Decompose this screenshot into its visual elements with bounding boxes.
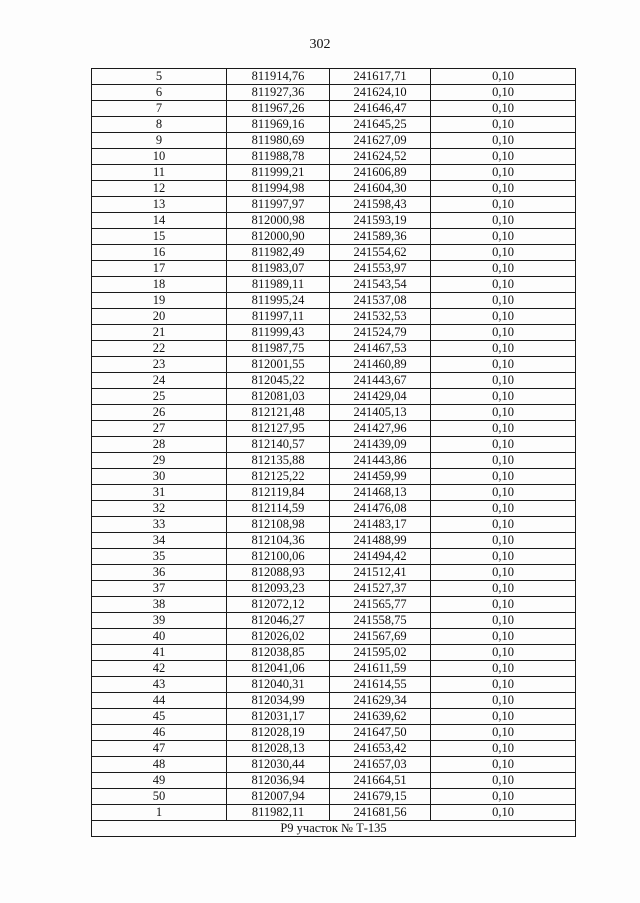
x-coordinate-cell: 812100,06 bbox=[227, 549, 330, 565]
point-number-cell: 50 bbox=[92, 789, 227, 805]
accuracy-cell: 0,10 bbox=[431, 101, 576, 117]
y-coordinate-cell: 241645,25 bbox=[330, 117, 431, 133]
y-coordinate-cell: 241537,08 bbox=[330, 293, 431, 309]
y-coordinate-cell: 241589,36 bbox=[330, 229, 431, 245]
point-number-cell: 34 bbox=[92, 533, 227, 549]
point-number-cell: 36 bbox=[92, 565, 227, 581]
table-row bbox=[92, 117, 576, 133]
x-coordinate-cell: 811914,76 bbox=[227, 69, 330, 85]
x-coordinate-cell: 812046,27 bbox=[227, 613, 330, 629]
accuracy-cell: 0,10 bbox=[431, 437, 576, 453]
x-coordinate-cell: 812007,94 bbox=[227, 789, 330, 805]
x-coordinate-cell: 812026,02 bbox=[227, 629, 330, 645]
x-coordinate-cell: 811967,26 bbox=[227, 101, 330, 117]
y-coordinate-cell: 241646,47 bbox=[330, 101, 431, 117]
x-coordinate-cell: 811983,07 bbox=[227, 261, 330, 277]
point-number-cell: 14 bbox=[92, 213, 227, 229]
accuracy-cell: 0,10 bbox=[431, 709, 576, 725]
accuracy-cell: 0,10 bbox=[431, 661, 576, 677]
point-number-cell: 41 bbox=[92, 645, 227, 661]
accuracy-cell: 0,10 bbox=[431, 725, 576, 741]
x-coordinate-cell: 811999,43 bbox=[227, 325, 330, 341]
accuracy-cell: 0,10 bbox=[431, 197, 576, 213]
accuracy-cell: 0,10 bbox=[431, 645, 576, 661]
y-coordinate-cell: 241679,15 bbox=[330, 789, 431, 805]
point-number-cell: 37 bbox=[92, 581, 227, 597]
x-coordinate-cell: 811927,36 bbox=[227, 85, 330, 101]
y-coordinate-cell: 241657,03 bbox=[330, 757, 431, 773]
point-number-cell: 44 bbox=[92, 693, 227, 709]
x-coordinate-cell: 811997,97 bbox=[227, 197, 330, 213]
accuracy-cell: 0,10 bbox=[431, 517, 576, 533]
x-coordinate-cell: 811994,98 bbox=[227, 181, 330, 197]
accuracy-cell: 0,10 bbox=[431, 741, 576, 757]
point-number-cell: 33 bbox=[92, 517, 227, 533]
y-coordinate-cell: 241429,04 bbox=[330, 389, 431, 405]
x-coordinate-cell: 812119,84 bbox=[227, 485, 330, 501]
point-number-cell: 5 bbox=[92, 69, 227, 85]
x-coordinate-cell: 812028,19 bbox=[227, 725, 330, 741]
point-number-cell: 8 bbox=[92, 117, 227, 133]
accuracy-cell: 0,10 bbox=[431, 421, 576, 437]
accuracy-cell: 0,10 bbox=[431, 181, 576, 197]
table-row bbox=[92, 517, 576, 533]
table-row bbox=[92, 741, 576, 757]
table-row bbox=[92, 645, 576, 661]
accuracy-cell: 0,10 bbox=[431, 693, 576, 709]
x-coordinate-cell: 811987,75 bbox=[227, 341, 330, 357]
table-row bbox=[92, 661, 576, 677]
x-coordinate-cell: 812000,98 bbox=[227, 213, 330, 229]
x-coordinate-cell: 812121,48 bbox=[227, 405, 330, 421]
y-coordinate-cell: 241459,99 bbox=[330, 469, 431, 485]
table-row bbox=[92, 581, 576, 597]
table-row bbox=[92, 309, 576, 325]
point-number-cell: 47 bbox=[92, 741, 227, 757]
table-row bbox=[92, 629, 576, 645]
point-number-cell: 35 bbox=[92, 549, 227, 565]
table-row bbox=[92, 85, 576, 101]
point-number-cell: 21 bbox=[92, 325, 227, 341]
coordinates-table-body bbox=[92, 69, 576, 821]
table-row bbox=[92, 149, 576, 165]
accuracy-cell: 0,10 bbox=[431, 389, 576, 405]
y-coordinate-cell: 241558,75 bbox=[330, 613, 431, 629]
point-number-cell: 39 bbox=[92, 613, 227, 629]
table-row bbox=[92, 789, 576, 805]
x-coordinate-cell: 812081,03 bbox=[227, 389, 330, 405]
point-number-cell: 19 bbox=[92, 293, 227, 309]
y-coordinate-cell: 241653,42 bbox=[330, 741, 431, 757]
y-coordinate-cell: 241543,54 bbox=[330, 277, 431, 293]
table-row bbox=[92, 181, 576, 197]
point-number-cell: 29 bbox=[92, 453, 227, 469]
point-number-cell: 48 bbox=[92, 757, 227, 773]
accuracy-cell: 0,10 bbox=[431, 597, 576, 613]
x-coordinate-cell: 811997,11 bbox=[227, 309, 330, 325]
y-coordinate-cell: 241483,17 bbox=[330, 517, 431, 533]
point-number-cell: 24 bbox=[92, 373, 227, 389]
y-coordinate-cell: 241460,89 bbox=[330, 357, 431, 373]
accuracy-cell: 0,10 bbox=[431, 501, 576, 517]
accuracy-cell: 0,10 bbox=[431, 357, 576, 373]
y-coordinate-cell: 241527,37 bbox=[330, 581, 431, 597]
x-coordinate-cell: 811982,49 bbox=[227, 245, 330, 261]
accuracy-cell: 0,10 bbox=[431, 613, 576, 629]
accuracy-cell: 0,10 bbox=[431, 341, 576, 357]
accuracy-cell: 0,10 bbox=[431, 789, 576, 805]
table-row bbox=[92, 725, 576, 741]
accuracy-cell: 0,10 bbox=[431, 309, 576, 325]
table-footer-row bbox=[92, 821, 576, 837]
y-coordinate-cell: 241617,71 bbox=[330, 69, 431, 85]
point-number-cell: 22 bbox=[92, 341, 227, 357]
accuracy-cell: 0,10 bbox=[431, 629, 576, 645]
point-number-cell: 32 bbox=[92, 501, 227, 517]
point-number-cell: 16 bbox=[92, 245, 227, 261]
x-coordinate-cell: 812031,17 bbox=[227, 709, 330, 725]
accuracy-cell: 0,10 bbox=[431, 581, 576, 597]
x-coordinate-cell: 812028,13 bbox=[227, 741, 330, 757]
table-row bbox=[92, 357, 576, 373]
table-row bbox=[92, 501, 576, 517]
table-row bbox=[92, 565, 576, 581]
accuracy-cell: 0,10 bbox=[431, 677, 576, 693]
accuracy-cell: 0,10 bbox=[431, 213, 576, 229]
y-coordinate-cell: 241427,96 bbox=[330, 421, 431, 437]
accuracy-cell: 0,10 bbox=[431, 325, 576, 341]
table-row bbox=[92, 325, 576, 341]
accuracy-cell: 0,10 bbox=[431, 229, 576, 245]
table-row bbox=[92, 453, 576, 469]
x-coordinate-cell: 812001,55 bbox=[227, 357, 330, 373]
table-row bbox=[92, 245, 576, 261]
point-number-cell: 38 bbox=[92, 597, 227, 613]
table-row bbox=[92, 261, 576, 277]
point-number-cell: 40 bbox=[92, 629, 227, 645]
y-coordinate-cell: 241532,53 bbox=[330, 309, 431, 325]
table-row bbox=[92, 165, 576, 181]
accuracy-cell: 0,10 bbox=[431, 245, 576, 261]
section-label: Р9 участок № Т-135 bbox=[92, 821, 576, 837]
point-number-cell: 45 bbox=[92, 709, 227, 725]
accuracy-cell: 0,10 bbox=[431, 485, 576, 501]
point-number-cell: 43 bbox=[92, 677, 227, 693]
table-row bbox=[92, 613, 576, 629]
x-coordinate-cell: 811982,11 bbox=[227, 805, 330, 821]
accuracy-cell: 0,10 bbox=[431, 805, 576, 821]
accuracy-cell: 0,10 bbox=[431, 149, 576, 165]
table-row bbox=[92, 677, 576, 693]
y-coordinate-cell: 241624,10 bbox=[330, 85, 431, 101]
y-coordinate-cell: 241476,08 bbox=[330, 501, 431, 517]
x-coordinate-cell: 811969,16 bbox=[227, 117, 330, 133]
y-coordinate-cell: 241443,86 bbox=[330, 453, 431, 469]
table-row bbox=[92, 229, 576, 245]
y-coordinate-cell: 241611,59 bbox=[330, 661, 431, 677]
table-row bbox=[92, 277, 576, 293]
y-coordinate-cell: 241624,52 bbox=[330, 149, 431, 165]
table-row bbox=[92, 693, 576, 709]
table-row bbox=[92, 133, 576, 149]
table-row bbox=[92, 213, 576, 229]
point-number-cell: 46 bbox=[92, 725, 227, 741]
point-number-cell: 42 bbox=[92, 661, 227, 677]
point-number-cell: 7 bbox=[92, 101, 227, 117]
y-coordinate-cell: 241488,99 bbox=[330, 533, 431, 549]
y-coordinate-cell: 241681,56 bbox=[330, 805, 431, 821]
point-number-cell: 10 bbox=[92, 149, 227, 165]
x-coordinate-cell: 812140,57 bbox=[227, 437, 330, 453]
x-coordinate-cell: 811989,11 bbox=[227, 277, 330, 293]
accuracy-cell: 0,10 bbox=[431, 117, 576, 133]
point-number-cell: 30 bbox=[92, 469, 227, 485]
point-number-cell: 17 bbox=[92, 261, 227, 277]
x-coordinate-cell: 811988,78 bbox=[227, 149, 330, 165]
x-coordinate-cell: 812088,93 bbox=[227, 565, 330, 581]
y-coordinate-cell: 241494,42 bbox=[330, 549, 431, 565]
y-coordinate-cell: 241567,69 bbox=[330, 629, 431, 645]
x-coordinate-cell: 812040,31 bbox=[227, 677, 330, 693]
accuracy-cell: 0,10 bbox=[431, 469, 576, 485]
accuracy-cell: 0,10 bbox=[431, 373, 576, 389]
table-row bbox=[92, 421, 576, 437]
x-coordinate-cell: 812093,23 bbox=[227, 581, 330, 597]
accuracy-cell: 0,10 bbox=[431, 261, 576, 277]
y-coordinate-cell: 241565,77 bbox=[330, 597, 431, 613]
accuracy-cell: 0,10 bbox=[431, 405, 576, 421]
table-row bbox=[92, 101, 576, 117]
y-coordinate-cell: 241606,89 bbox=[330, 165, 431, 181]
accuracy-cell: 0,10 bbox=[431, 549, 576, 565]
accuracy-cell: 0,10 bbox=[431, 565, 576, 581]
x-coordinate-cell: 812045,22 bbox=[227, 373, 330, 389]
y-coordinate-cell: 241524,79 bbox=[330, 325, 431, 341]
point-number-cell: 12 bbox=[92, 181, 227, 197]
table-row bbox=[92, 533, 576, 549]
x-coordinate-cell: 812135,88 bbox=[227, 453, 330, 469]
point-number-cell: 6 bbox=[92, 85, 227, 101]
x-coordinate-cell: 812030,44 bbox=[227, 757, 330, 773]
accuracy-cell: 0,10 bbox=[431, 165, 576, 181]
y-coordinate-cell: 241595,02 bbox=[330, 645, 431, 661]
y-coordinate-cell: 241554,62 bbox=[330, 245, 431, 261]
accuracy-cell: 0,10 bbox=[431, 773, 576, 789]
accuracy-cell: 0,10 bbox=[431, 533, 576, 549]
table-row bbox=[92, 805, 576, 821]
x-coordinate-cell: 812125,22 bbox=[227, 469, 330, 485]
x-coordinate-cell: 811995,24 bbox=[227, 293, 330, 309]
point-number-cell: 28 bbox=[92, 437, 227, 453]
x-coordinate-cell: 812072,12 bbox=[227, 597, 330, 613]
accuracy-cell: 0,10 bbox=[431, 277, 576, 293]
x-coordinate-cell: 811999,21 bbox=[227, 165, 330, 181]
y-coordinate-cell: 241593,19 bbox=[330, 213, 431, 229]
table-row bbox=[92, 197, 576, 213]
point-number-cell: 11 bbox=[92, 165, 227, 181]
y-coordinate-cell: 241467,53 bbox=[330, 341, 431, 357]
point-number-cell: 23 bbox=[92, 357, 227, 373]
point-number-cell: 26 bbox=[92, 405, 227, 421]
table-row bbox=[92, 293, 576, 309]
y-coordinate-cell: 241629,34 bbox=[330, 693, 431, 709]
table-row bbox=[92, 773, 576, 789]
y-coordinate-cell: 241553,97 bbox=[330, 261, 431, 277]
table-row bbox=[92, 389, 576, 405]
accuracy-cell: 0,10 bbox=[431, 757, 576, 773]
y-coordinate-cell: 241468,13 bbox=[330, 485, 431, 501]
point-number-cell: 25 bbox=[92, 389, 227, 405]
y-coordinate-cell: 241604,30 bbox=[330, 181, 431, 197]
table-row bbox=[92, 373, 576, 389]
table-row bbox=[92, 405, 576, 421]
x-coordinate-cell: 812108,98 bbox=[227, 517, 330, 533]
table-row bbox=[92, 485, 576, 501]
x-coordinate-cell: 812114,59 bbox=[227, 501, 330, 517]
x-coordinate-cell: 812038,85 bbox=[227, 645, 330, 661]
y-coordinate-cell: 241443,67 bbox=[330, 373, 431, 389]
y-coordinate-cell: 241627,09 bbox=[330, 133, 431, 149]
point-number-cell: 9 bbox=[92, 133, 227, 149]
y-coordinate-cell: 241664,51 bbox=[330, 773, 431, 789]
table-row bbox=[92, 469, 576, 485]
y-coordinate-cell: 241512,41 bbox=[330, 565, 431, 581]
coordinates-table bbox=[91, 68, 576, 837]
x-coordinate-cell: 811980,69 bbox=[227, 133, 330, 149]
y-coordinate-cell: 241639,62 bbox=[330, 709, 431, 725]
accuracy-cell: 0,10 bbox=[431, 69, 576, 85]
table-row bbox=[92, 757, 576, 773]
point-number-cell: 18 bbox=[92, 277, 227, 293]
point-number-cell: 31 bbox=[92, 485, 227, 501]
point-number-cell: 13 bbox=[92, 197, 227, 213]
accuracy-cell: 0,10 bbox=[431, 85, 576, 101]
accuracy-cell: 0,10 bbox=[431, 453, 576, 469]
table-row bbox=[92, 341, 576, 357]
table-row bbox=[92, 437, 576, 453]
point-number-cell: 20 bbox=[92, 309, 227, 325]
y-coordinate-cell: 241598,43 bbox=[330, 197, 431, 213]
x-coordinate-cell: 812127,95 bbox=[227, 421, 330, 437]
x-coordinate-cell: 812104,36 bbox=[227, 533, 330, 549]
table-row bbox=[92, 597, 576, 613]
x-coordinate-cell: 812000,90 bbox=[227, 229, 330, 245]
table-row bbox=[92, 69, 576, 85]
y-coordinate-cell: 241647,50 bbox=[330, 725, 431, 741]
y-coordinate-cell: 241405,13 bbox=[330, 405, 431, 421]
y-coordinate-cell: 241439,09 bbox=[330, 437, 431, 453]
point-number-cell: 15 bbox=[92, 229, 227, 245]
accuracy-cell: 0,10 bbox=[431, 293, 576, 309]
page-number: 302 bbox=[309, 37, 331, 52]
point-number-cell: 49 bbox=[92, 773, 227, 789]
x-coordinate-cell: 812036,94 bbox=[227, 773, 330, 789]
x-coordinate-cell: 812034,99 bbox=[227, 693, 330, 709]
point-number-cell: 1 bbox=[92, 805, 227, 821]
accuracy-cell: 0,10 bbox=[431, 133, 576, 149]
y-coordinate-cell: 241614,55 bbox=[330, 677, 431, 693]
table-row bbox=[92, 709, 576, 725]
table-row bbox=[92, 549, 576, 565]
point-number-cell: 27 bbox=[92, 421, 227, 437]
x-coordinate-cell: 812041,06 bbox=[227, 661, 330, 677]
